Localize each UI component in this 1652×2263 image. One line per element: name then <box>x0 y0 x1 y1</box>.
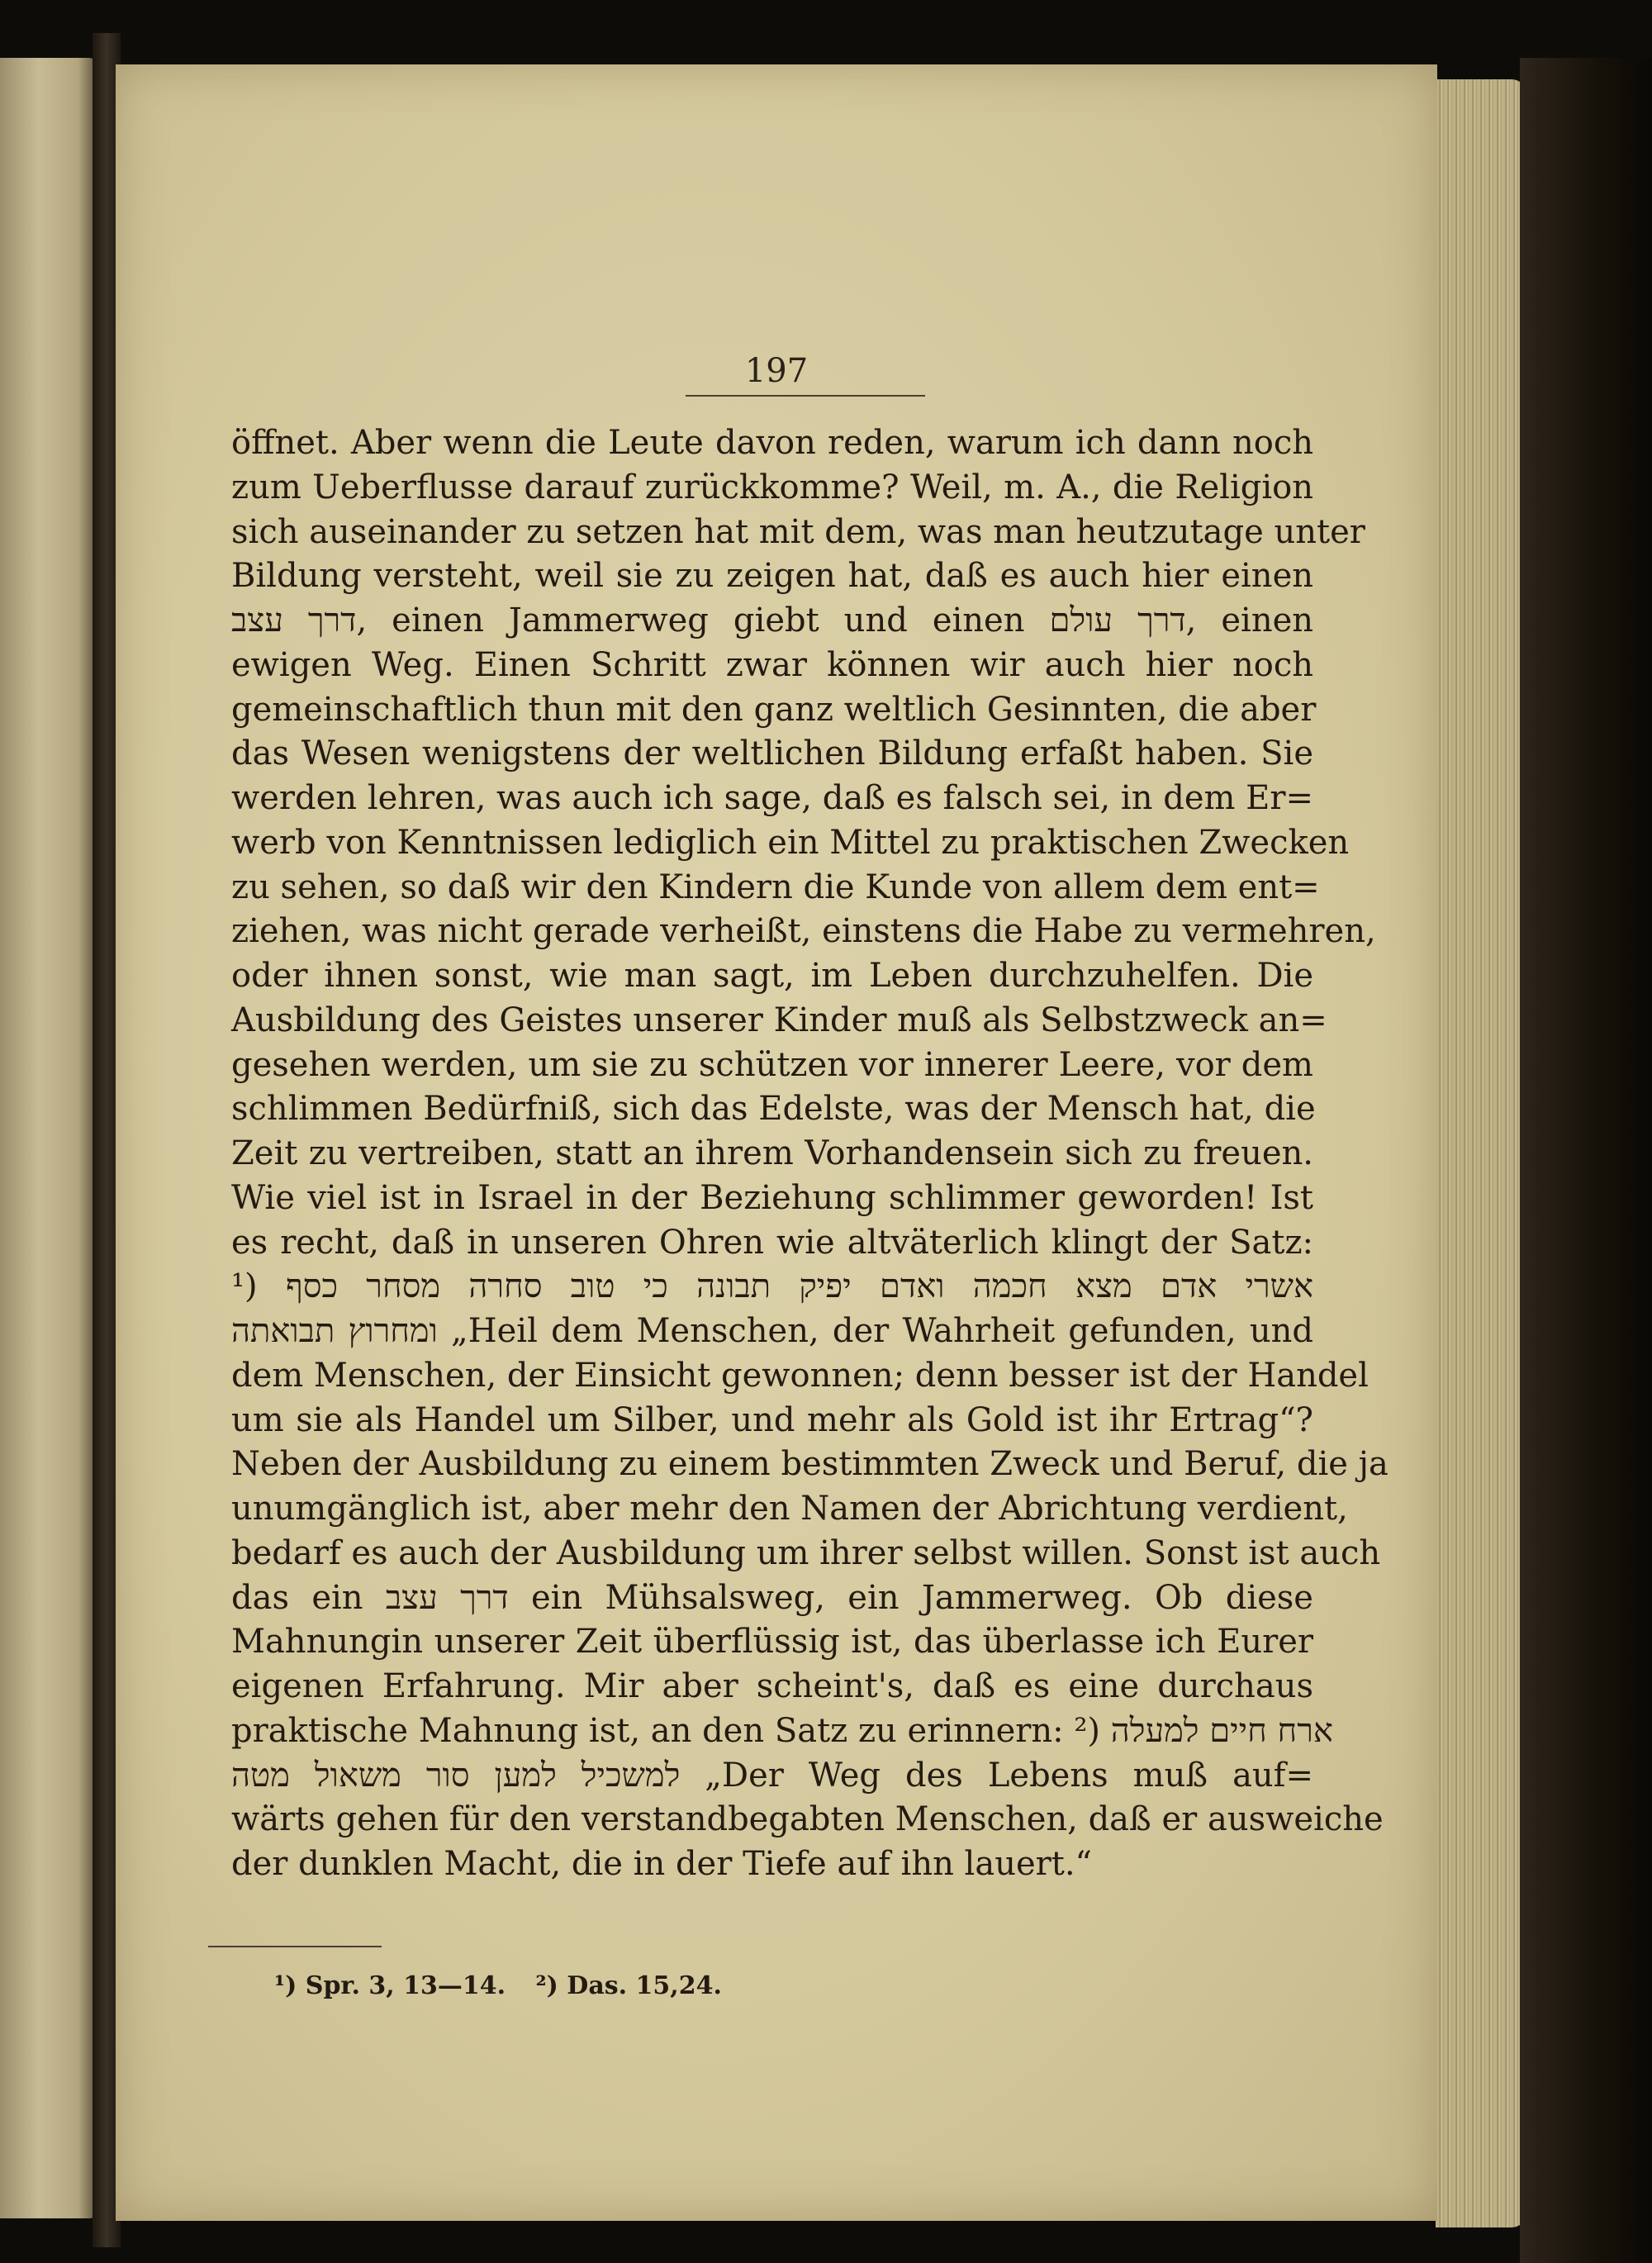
text-line: Bildung versteht, weil sie zu zeigen hat, daß es auch hier einen <box>231 557 1313 596</box>
text-line: praktische Mahnung ist, an den Satz zu erinnern: ²) ארח חיים למעלה <box>231 1711 1333 1750</box>
text-line: ומחרוץ תבואתה „Heil dem Menschen, der Wahrheit gefunden, und <box>231 1312 1313 1350</box>
text-line: Zeit zu vertreiben, statt an ihrem Vorhandensein sich zu freuen. <box>231 1134 1313 1172</box>
text-line: Neben der Ausbildung zu einem bestimmten Zweck und Beruf, die ja <box>231 1445 1389 1484</box>
text-line: gesehen werden, um sie zu schützen vor innerer Leere, vor dem <box>231 1045 1313 1084</box>
text-line: ewigen Weg. Einen Schritt zwar können wir auch hier noch <box>231 645 1313 684</box>
book-cover-edge <box>1520 58 1652 2263</box>
text-line: das ein דרך עצב ein Mühsalsweg, ein Jammerweg. Ob diese <box>231 1578 1313 1617</box>
text-line: למשכיל למען סור משאול מטה „Der Weg des Lebens muß auf= <box>231 1756 1313 1795</box>
text-line: ziehen, was nicht gerade verheißt, einstens die Habe zu vermehren, <box>231 912 1376 951</box>
text-line: Ausbildung des Geistes unserer Kinder muß als Selbstzweck an= <box>231 1001 1327 1039</box>
text-line: werden lehren, was auch ich sage, daß es falsch sei, in dem Er= <box>231 779 1313 817</box>
body-text <box>231 421 1389 1887</box>
text-line: es recht, daß in unseren Ohren wie altväterlich klingt der Satz: <box>231 1223 1313 1262</box>
text-line: eigenen Erfahrung. Mir aber scheint's, daß es eine durchaus <box>231 1667 1313 1705</box>
text-line: bedarf es auch der Ausbildung um ihrer selbst willen. Sonst ist auch <box>231 1533 1381 1572</box>
text-line: ¹) אשרי אדם מצא חכמה ואדם יפיק תבונה כי טוב סחרה מסחר כסף <box>231 1267 1314 1306</box>
text-line: gemeinschaftlich thun mit den ganz weltlich Gesinnten, die aber <box>231 690 1317 729</box>
text-line: unumgänglich ist, aber mehr den Namen der Abrichtung verdient, <box>231 1490 1348 1528</box>
text-line: um sie als Handel um Silber, und mehr als Gold ist ihr Ertrag“? <box>231 1400 1313 1439</box>
text-line: zu sehen, so daß wir den Kindern die Kunde von allem dem ent= <box>231 868 1320 906</box>
text-line: werb von Kenntnissen lediglich ein Mittel zu praktischen Zwecken <box>231 823 1350 862</box>
text-line: schlimmen Bedürfniß, sich das Edelste, was der Mensch hat, die <box>231 1090 1316 1129</box>
text-line: דרך עצב, einen Jammerweg giebt und einen דרך עולם, einen <box>231 601 1314 639</box>
text-line: das Wesen wenigstens der weltlichen Bildung erfaßt haben. Sie <box>231 735 1313 773</box>
text-line: sich auseinander zu setzen hat mit dem, was man heutzutage unter <box>231 512 1365 551</box>
text-line: dem Menschen, der Einsicht gewonnen; denn besser ist der Handel <box>231 1356 1369 1395</box>
text-line: Wie viel ist in Israel in der Beziehung schlimmer geworden! Ist <box>231 1178 1313 1217</box>
text-line: öffnet. Aber wenn die Leute davon reden, warum ich dann noch <box>231 424 1313 462</box>
text-line: der dunklen Macht, die in der Tiefe auf ihn lauert.“ <box>231 1845 1092 1883</box>
page-number-rule <box>686 395 925 397</box>
page-stack-edges <box>1436 79 1526 2227</box>
text-line: zum Ueberflusse darauf zurückkomme? Weil, m. A., die Religion <box>231 468 1313 506</box>
footnote-2: ²) Das. 15,24. <box>535 1971 722 2000</box>
text-line: wärts gehen für den verstandbegabten Menschen, daß er ausweiche <box>231 1800 1384 1839</box>
footnote-rule <box>208 1946 382 1947</box>
text-line: oder ihnen sonst, wie man sagt, im Leben durchzuhelfen. Die <box>231 957 1313 995</box>
page-number: 197 <box>744 352 809 390</box>
text-line: Mahnungin unserer Zeit überflüssig ist, das überlasse ich Eurer <box>231 1623 1313 1662</box>
footnotes <box>274 1971 743 2000</box>
book-page <box>116 64 1437 2221</box>
previous-page-edge <box>0 58 97 2218</box>
footnote-1: ¹) Spr. 3, 13—14. <box>274 1971 506 2000</box>
